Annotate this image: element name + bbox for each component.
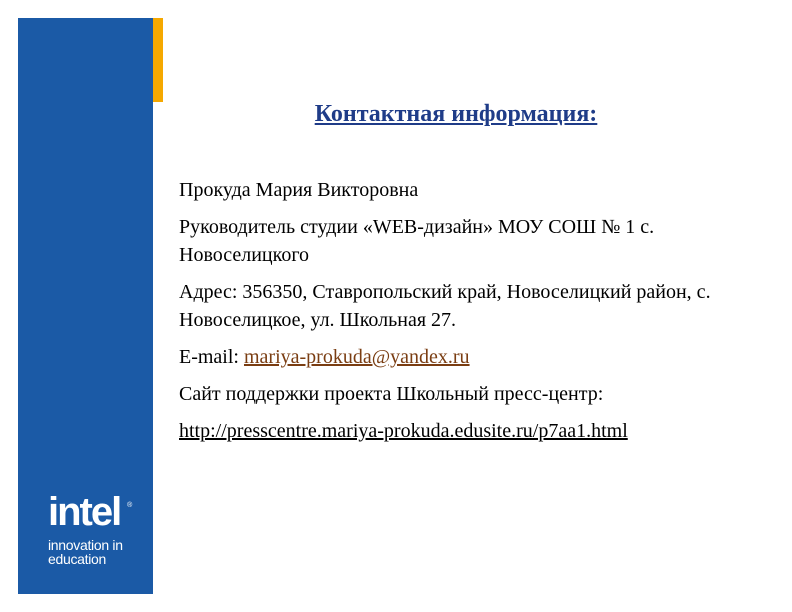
registered-mark: ® bbox=[127, 502, 133, 509]
page-title: Контактная информация: bbox=[314, 101, 598, 127]
contact-name: Прокуда Мария Викторовна bbox=[179, 179, 419, 201]
site-line bbox=[179, 417, 769, 445]
intel-logo bbox=[48, 492, 148, 566]
logo-wordmark: intel bbox=[48, 490, 121, 534]
email-label: E-mail: bbox=[179, 346, 244, 368]
contact-position: Руководитель студии «WEB-дизайн» МОУ СОШ № 1 с. Новоселицкого bbox=[179, 216, 655, 266]
accent-bar bbox=[153, 18, 163, 102]
site-link[interactable]: http://presscentre.mariya-prokuda.edusite.ru/p7aa1.html bbox=[179, 420, 628, 442]
contact-email-line bbox=[179, 343, 769, 371]
site-label: Сайт поддержки проекта Школьный пресс-центр: bbox=[179, 383, 604, 405]
tagline-line-2: education bbox=[48, 551, 107, 567]
contact-block bbox=[179, 176, 769, 454]
logo-tagline bbox=[48, 538, 148, 566]
logo-word bbox=[48, 490, 133, 534]
tagline-line-1: innovation in bbox=[48, 537, 123, 553]
contact-address: Адрес: 356350, Ставропольский край, Новоселицкий район, с. Новоселицкое, ул. Школьная 27. bbox=[179, 281, 711, 331]
email-link[interactable]: mariya-prokuda@yandex.ru bbox=[243, 346, 470, 368]
